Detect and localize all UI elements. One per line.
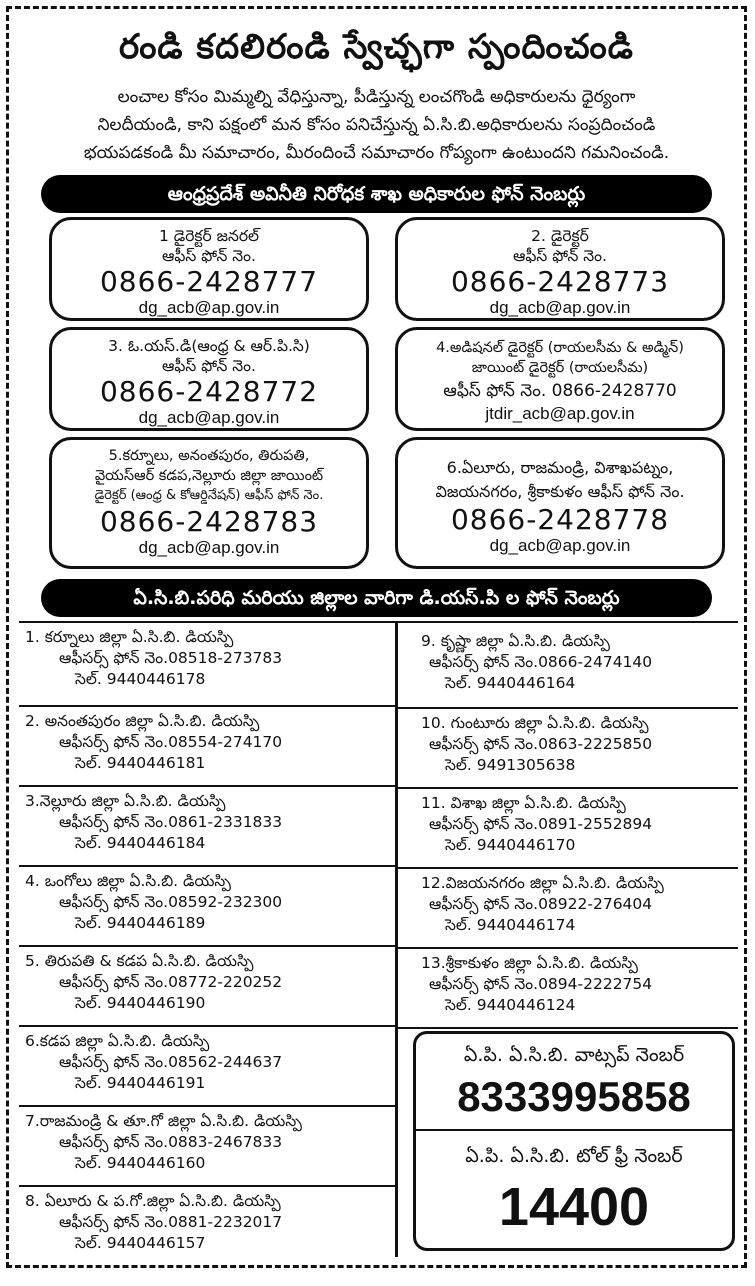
dsp-12-office: ఆఫీసర్స్ ఫోన్ నెం.08922-276404 xyxy=(429,895,653,913)
dsp-8-office: ఆఫీసర్స్ ఫోన్ నెం.0881-2232017 xyxy=(59,1213,283,1231)
officer-3-line-1: 3. ఓ.యస్.డి(ఆంధ్ర & ఆర్.పి.సి) xyxy=(108,337,310,355)
dsp-cell-10 xyxy=(401,709,737,785)
dsp-11-cell: సెల్. 9440446170 xyxy=(445,836,576,854)
dsp-6-cell: సెల్. 9440446191 xyxy=(75,1074,206,1092)
dsp-cell-11 xyxy=(401,789,737,865)
helpline-divider xyxy=(416,1129,732,1131)
officer-box-1 xyxy=(49,217,369,321)
page-title: రండి కదలిరండి స్వేచ్ఛగా స్పందించండి xyxy=(119,27,634,67)
dsp-8-cell: సెల్. 9440446157 xyxy=(75,1234,206,1252)
dsp-9-name: 9. కృష్ణా జిల్లా ఏ.సి.బి. డియస్పి xyxy=(421,632,610,650)
dsp-3-name: 3.నెల్లూరు జిల్లా ఏ.సి.బి. డియస్పి xyxy=(25,792,226,810)
dsp-9-cell: సెల్. 9440446164 xyxy=(445,674,576,692)
officer-1-phone: 0866-2428777 xyxy=(99,265,319,298)
dsp-2-cell: సెల్. 9440446181 xyxy=(75,754,206,772)
officer-5-line-1: 5.కర్నూలు, అనంతపురం, తిరుపతి, xyxy=(108,448,310,464)
dsp-12-cell: సెల్. 9440446174 xyxy=(445,916,576,934)
dsp-cell-9 xyxy=(401,627,737,705)
dsp-7-cell: సెల్. 9440446160 xyxy=(75,1154,206,1172)
officer-3-phone: 0866-2428772 xyxy=(99,375,319,408)
officer-4-phone: ఆఫీస్ ఫోన్ నెం. 0866-2428770 xyxy=(443,381,677,401)
officer-6-line-1: 6.ఏలూరు, రాజమండ్రి, విశాఖపట్నం, xyxy=(446,458,674,477)
whatsapp-number: 8333995858 xyxy=(457,1073,691,1120)
tollfree-number: 14400 xyxy=(498,1177,650,1237)
dsp-banner: ఏ.సి.బి.పరిధి మరియు జిల్లాల వారిగా డి.యస్.పి ల ఫోన్ నెంబర్లు xyxy=(41,579,712,617)
dsp-5-cell: సెల్. 9440446190 xyxy=(75,994,206,1012)
officer-box-3 xyxy=(49,327,369,431)
dsp-cell-7 xyxy=(19,1107,395,1183)
officer-box-2 xyxy=(395,217,725,321)
dsp-2-name: 2. అనంతపురం జిల్లా ఏ.సి.బి. డియస్పి xyxy=(25,712,260,730)
dsp-cell-6 xyxy=(19,1027,395,1103)
dsp-7-name: 7.రాజమండ్రి & తూ.గో జిల్లా ఏ.సి.బి. డియస్పి xyxy=(25,1112,302,1130)
tollfree-label: ఏ.పి. ఏ.సి.బి. టోల్ ఫ్రీ నెంబర్ xyxy=(465,1145,683,1167)
officer-5-line-3: డైరెక్టర్ (ఆంధ్ర & కోఆర్డినేషన్) ఆఫీస్ ఫోన్ నెం. xyxy=(94,488,324,503)
dsp-6-office: ఆఫీసర్స్ ఫోన్ నెం.08562-244637 xyxy=(59,1053,283,1071)
officer-2-line-2: ఆఫీస్ ఫోన్ నెం. xyxy=(513,247,607,265)
dsp-13-name: 13.శ్రీకాకుళం జిల్లా ఏ.సి.బి. డియస్పి xyxy=(421,954,638,972)
dsp-10-cell: సెల్. 9491305638 xyxy=(445,756,576,774)
dsp-cell-8 xyxy=(19,1187,395,1257)
dsp-3-cell: సెల్. 9440446184 xyxy=(75,834,206,852)
officer-2-phone: 0866-2428773 xyxy=(450,265,670,298)
officer-6-line-2: విజయనగరం, శ్రీకాకుళం ఆఫీస్ ఫోన్ నెం. xyxy=(435,482,685,501)
officer-2-email: dg_acb@ap.gov.in xyxy=(489,298,631,317)
dsp-5-name: 5. తిరుపతి & కడప ఏ.సి.బి. డియస్పి xyxy=(25,952,254,970)
dsp-9-office: ఆఫీసర్స్ ఫోన్ నెం.0866-2474140 xyxy=(429,653,653,671)
dsp-1-name: 1. కర్నూలు జిల్లా ఏ.సి.బి. డియస్పి xyxy=(25,628,234,646)
dsp-cell-1 xyxy=(19,623,395,705)
officer-4-email: jtdir_acb@ap.gov.in xyxy=(485,404,635,423)
dsp-3-office: ఆఫీసర్స్ ఫోన్ నెం.0861-2331833 xyxy=(59,813,283,831)
officer-4-line-2: జాయింట్ డైరెక్టర్ (రాయలసీమ) xyxy=(471,360,649,376)
officer-2-line-1: 2. డైరెక్టర్ xyxy=(531,227,589,245)
dsp-10-name: 10. గుంటూరు జిల్లా ఏ.సి.బి. డియస్పి xyxy=(421,714,649,732)
dsp-7-office: ఆఫీసర్స్ ఫోన్ నెం.0883-2467833 xyxy=(59,1133,283,1151)
intro-line-3: భయపడకండి మీ సమాచారం, మీరందించే సమాచారం గోప్యంగా ఉంటుందని గమనించండి. xyxy=(83,143,670,163)
helpline-box xyxy=(413,1031,735,1251)
dsp-1-cell: సెల్. 9440446178 xyxy=(75,670,206,688)
dsp-6-name: 6.కడప జిల్లా ఏ.సి.బి. డియస్పి xyxy=(25,1032,210,1050)
dsp-10-office: ఆఫీసర్స్ ఫోన్ నెం.0863-2225850 xyxy=(429,735,653,753)
dsp-cell-4 xyxy=(19,867,395,943)
officer-box-4 xyxy=(395,327,725,431)
intro-line-2: నిలదీయండి, కాని పక్షంలో మన కోసం పనిచేస్తున్న ఏ.సి.బి.అధికారులను సంప్రదించండి xyxy=(97,115,656,135)
officer-6-phone: 0866-2428778 xyxy=(450,503,670,536)
divider-r5 xyxy=(398,1027,738,1029)
dsp-cell-12 xyxy=(401,869,737,945)
officer-3-email: dg_acb@ap.gov.in xyxy=(138,408,280,427)
whatsapp-label: ఏ.పి. ఏ.సి.బి. వాట్సప్ నెంబర్ xyxy=(463,1044,685,1066)
dsp-4-cell: సెల్. 9440446189 xyxy=(75,914,206,932)
dsp-13-office: ఆఫీసర్స్ ఫోన్ నెం.0894-2222754 xyxy=(429,975,653,993)
dsp-cell-5 xyxy=(19,947,395,1023)
officer-box-6 xyxy=(395,437,725,569)
dsp-11-name: 11. విశాఖ జిల్లా ఏ.సి.బి. డియస్పి xyxy=(421,794,626,812)
officer-4-line-1: 4.అడిషనల్ డైరెక్టర్ (రాయలసీమ & అడ్మిన్) xyxy=(436,340,684,356)
officer-3-line-2: ఆఫీస్ ఫోన్ నెం. xyxy=(162,357,256,375)
officer-1-email: dg_acb@ap.gov.in xyxy=(138,298,280,317)
dsp-12-name: 12.విజయనగరం జిల్లా ఏ.సి.బి. డియస్పి xyxy=(421,874,664,892)
dsp-13-cell: సెల్. 9440446124 xyxy=(445,996,576,1014)
officer-5-line-2: వైయస్ఆర్ కడప,నెల్లూరు జిల్లా జాయింట్ xyxy=(94,468,324,484)
grid-center-divider xyxy=(395,621,398,1257)
officer-box-5 xyxy=(49,437,369,569)
officer-6-email: dg_acb@ap.gov.in xyxy=(489,536,631,555)
acb-notice-page xyxy=(6,6,747,1268)
grid-top-right xyxy=(398,621,738,623)
officer-1-line-1: 1 డైరెక్టర్ జనరల్ xyxy=(158,227,260,245)
dsp-2-office: ఆఫీసర్స్ ఫోన్ నెం.08554-274170 xyxy=(59,733,283,751)
officer-1-line-2: ఆఫీస్ ఫోన్ నెం. xyxy=(162,247,256,265)
officer-5-email: dg_acb@ap.gov.in xyxy=(138,538,280,557)
officers-banner: ఆంధ్రప్రదేశ్ అవినీతి నిరోధక శాఖ అధికారుల ఫోన్ నెంబర్లు xyxy=(41,175,712,213)
officer-5-phone: 0866-2428783 xyxy=(99,505,319,538)
dsp-8-name: 8. ఏలూరు & ప.గో.జిల్లా ఏ.సి.బి. డియస్పి xyxy=(25,1192,281,1210)
dsp-cell-2 xyxy=(19,707,395,783)
dsp-4-name: 4. ఒంగోలు జిల్లా ఏ.సి.బి. డియస్పి xyxy=(25,872,231,890)
dsp-cell-13 xyxy=(401,949,737,1025)
intro-line-1: లంచాల కోసం మిమ్మల్ని వేధిస్తున్నా, పీడిస్తున్న లంచగొండి అధికారులను ధైర్యంగా xyxy=(117,87,636,107)
dsp-5-office: ఆఫీసర్స్ ఫోన్ నెం.08772-220252 xyxy=(59,973,283,991)
dsp-4-office: ఆఫీసర్స్ ఫోన్ నెం.08592-232300 xyxy=(59,893,283,911)
dsp-11-office: ఆఫీసర్స్ ఫోన్ నెం.0891-2552894 xyxy=(429,815,653,833)
dsp-cell-3 xyxy=(19,787,395,863)
dsp-1-office: ఆఫీసర్స్ ఫోన్ నెం.08518-273783 xyxy=(59,649,283,667)
